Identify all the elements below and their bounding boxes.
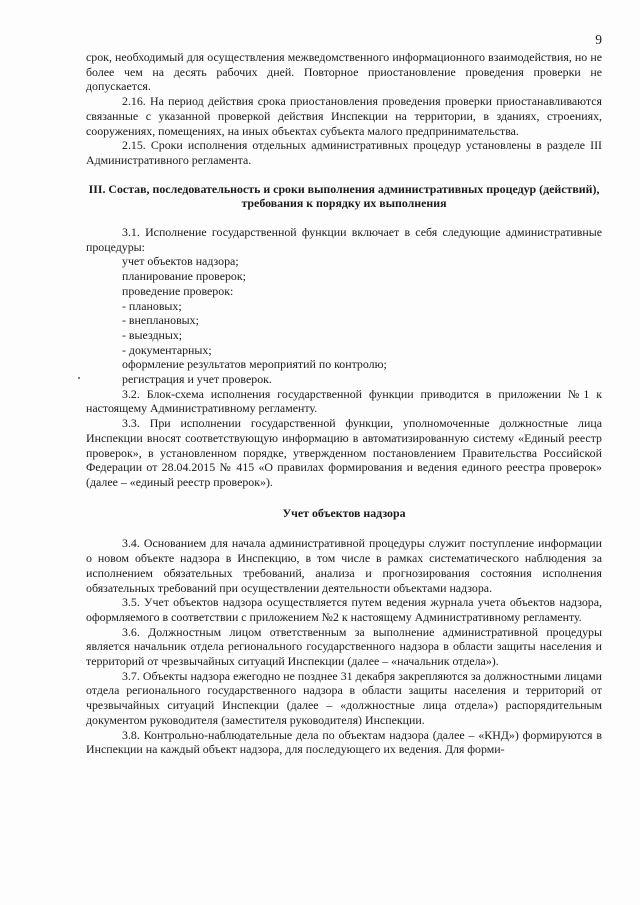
page-number: 9 (595, 32, 602, 47)
paragraph-3-8: 3.8. Контрольно-наблюдательные дела по объектам надзора (далее – «КНД») формируются в Инспекции на каждый объект надзора, для последующего их ведения. Для форми- (86, 727, 602, 757)
list-item: - плановых; (122, 298, 182, 313)
paragraph-2-16: 2.16. На период действия срока приостановления проведения проверки приостанавливаются связанные с указанной проверкой действия Инспекции на территории, в зданиях, строениях, сооружениях, помещениях, на иных объектах субъекта малого предпринимательства. (86, 94, 602, 138)
list-item: учет объектов надзора; (122, 254, 239, 269)
subsection-heading: Учет объектов надзора (282, 505, 406, 520)
list-item: проведение проверок: (122, 283, 234, 298)
list-item: - выездных; (122, 327, 183, 342)
procedure-list (86, 254, 602, 386)
paragraph-3-4: 3.4. Основанием для начала административной процедуры служит поступление информации о новом объекте надзора в Инспекцию, в том числе в рамках систематического наблюдения за исполнением обязательных требований, анализа и прогнозирования состояния исполнения обязательных требований при осуществлении деятельности объектами надзора. (86, 536, 602, 595)
paragraph-3-1: 3.1. Исполнение государственной функции включает в себя следующие административные процедуры: (86, 225, 602, 254)
scan-dot (78, 377, 80, 379)
paragraph-3-2: 3.2. Блок-схема исполнения государственной функции приводится в приложении №1 к настоящему Административному регламенту. (86, 386, 602, 416)
paragraph-3-6: 3.6. Должностным лицом ответственным за выполнение административной процедуры является начальник отдела регионального государственного надзора в области защиты населения и территорий от чрезвычайных ситуаций Инспекции (далее – «начальник отдела»). (86, 624, 602, 669)
paragraph-3-5: 3.5. Учет объектов надзора осуществляется путем ведения журнала учета объектов надзора, оформляемого в соответствии с приложением №2 к настоящему Административному регламенту. (86, 595, 602, 624)
list-item: - внеплановых; (122, 313, 199, 328)
paragraph-3-7: 3.7. Объекты надзора ежегодно не позднее 31 декабря закрепляются за должностными лицами отдела регионального государственного надзора в области защиты населения и территорий от чрезвычайных ситуаций Инспекции (далее – «должностные лица отдела») распорядительным документом руководителя (заместителя руководителя) Инспекции. (86, 668, 602, 727)
list-item: планирование проверок; (122, 269, 246, 284)
paragraph-3-3: 3.3. При исполнении государственной функции, уполномоченные должностные лица Инспекции вносят соответствующую информацию в автоматизированную систему «Единый реестр проверок», в установленном порядке, утвержденном постановлением Правительства Российской Федерации от 28.04.2015 № 415 «О правилах формирования и ведения единого реестра проверок» (далее – «единый реестр проверок»). (86, 416, 602, 489)
paragraph-suspension-term: срок, необходимый для осуществления межведомственного информационного взаимодействия, но не более чем на десять рабочих дней. Повторное приостановление проведения проверки не допускается. (86, 50, 602, 94)
paragraph-2-15: 2.15. Сроки исполнения отдельных административных процедур установлены в разделе III Административного регламента. (86, 138, 602, 167)
list-item: - документарных; (122, 342, 212, 357)
list-item: регистрация и учет проверок. (122, 372, 272, 387)
document-body (86, 50, 602, 757)
list-item: оформление результатов мероприятий по контролю; (122, 357, 387, 372)
section-3-heading: III. Состав, последовательность и сроки выполнения административных процедур (действий), требования к порядку их выполнения (88, 181, 600, 211)
